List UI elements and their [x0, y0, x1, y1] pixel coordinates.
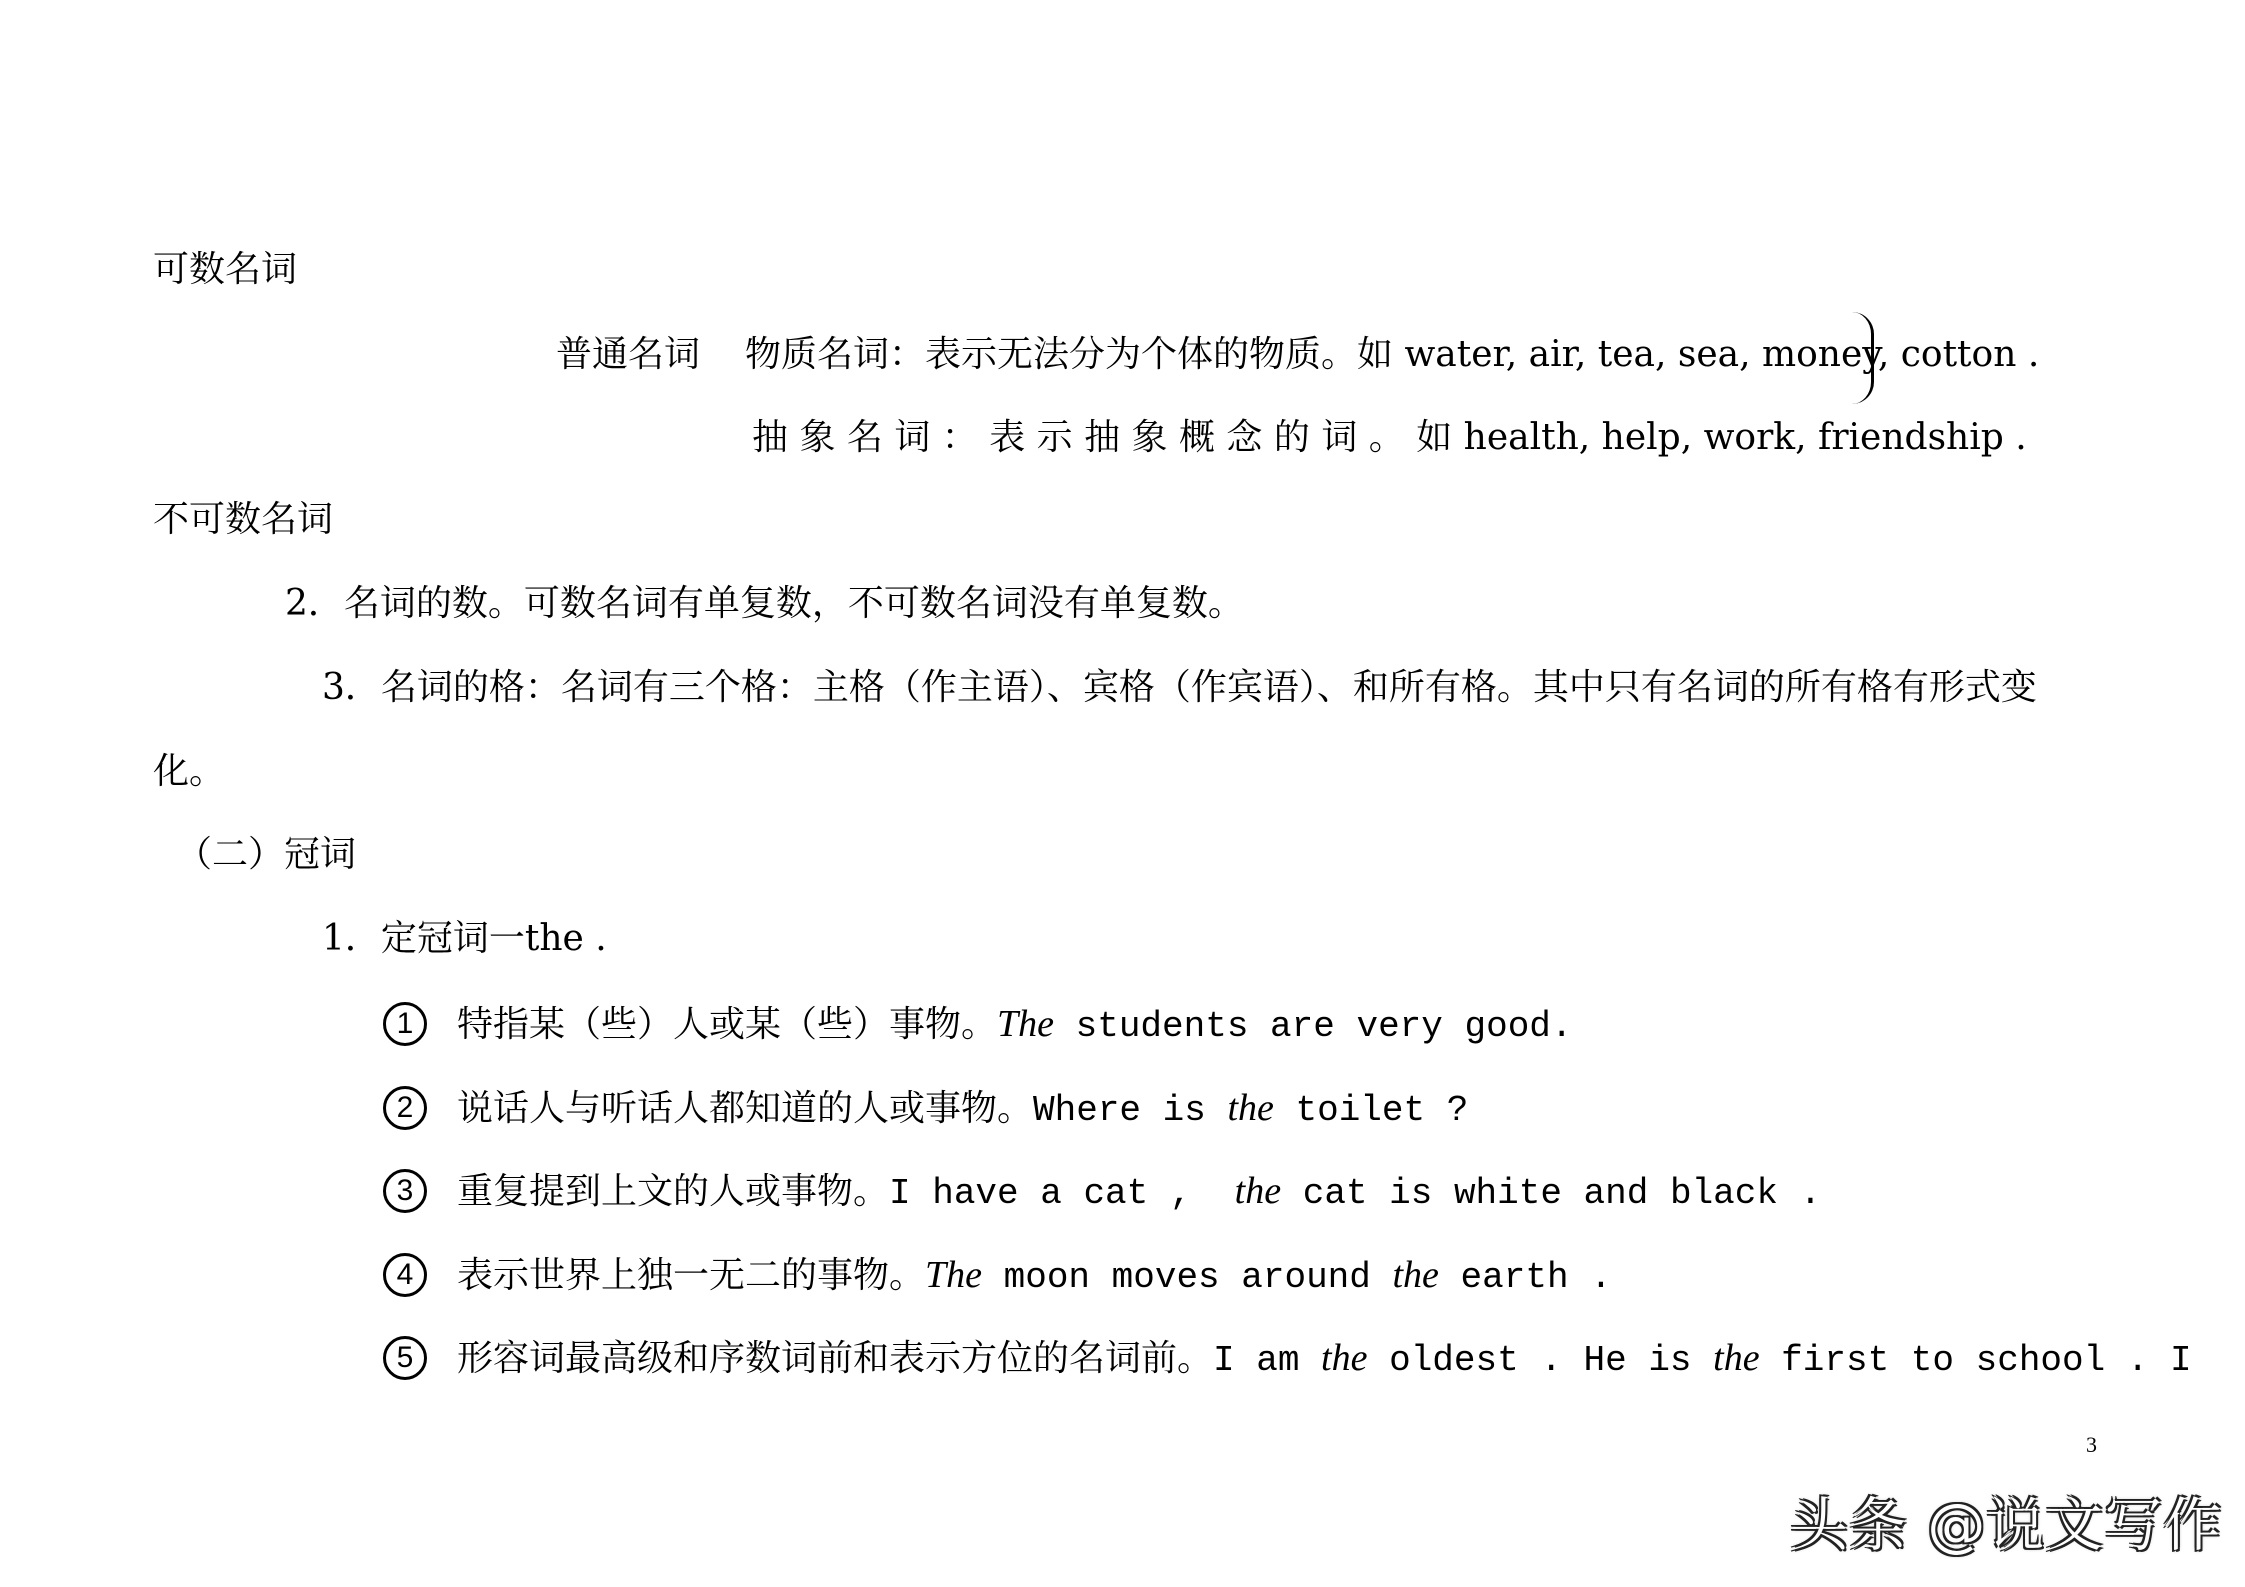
material-noun-line: 物质名词：表示无法分为个体的物质。如 water, air, tea, sea, money, cotton . — [745, 334, 2040, 375]
common-noun-label: 普通名词 — [556, 334, 701, 375]
rule-description: 形容词最高级和序数词前和表示方位的名词前。 — [457, 1338, 1214, 1379]
item-3-continuation: 化。 — [153, 751, 226, 792]
brace-symbol — [1845, 312, 1874, 404]
page-number: 3 — [2086, 1432, 2097, 1457]
example-sentence-text: I am — [1213, 1340, 1322, 1381]
rule-item-5 — [383, 1336, 2192, 1383]
rule-description: 重复提到上文的人或事物。 — [457, 1171, 890, 1212]
circled-number-1: 1 — [383, 1002, 427, 1046]
circled-number-5: 5 — [383, 1336, 427, 1380]
watermark: 头条 @说文写作 — [1790, 1491, 2223, 1559]
uncountable-noun-label: 不可数名词 — [153, 499, 334, 540]
example-article-italic: the — [1234, 1170, 1282, 1212]
example-sentence-text: I have a cat , — [889, 1173, 1235, 1214]
rule-description: 表示世界上独一无二的事物。 — [457, 1255, 926, 1296]
circled-number-2: 2 — [383, 1086, 427, 1130]
section-articles-heading: （二）冠词 — [176, 834, 357, 875]
rule-description: 特指某（些）人或某（些）事物。 — [457, 1004, 998, 1045]
example-article-italic: The — [997, 1003, 1055, 1045]
example-article-italic: the — [1713, 1337, 1760, 1379]
example-sentence-text: cat is white and black . — [1281, 1173, 1822, 1214]
rule-item-2 — [383, 1086, 1468, 1133]
example-sentence-text: toilet ? — [1273, 1090, 1469, 1131]
countable-noun-label: 可数名词 — [153, 249, 298, 290]
item-3-case-of-nouns: 3．名词的格：名词有三个格：主格（作主语）、宾格（作宾语）、和所有格。其中只有名词的所有格有形式变 — [322, 667, 2037, 708]
rule-description: 说话人与听话人都知道的人或事物。 — [457, 1088, 1034, 1129]
example-sentence-text: students are very good. — [1054, 1006, 1573, 1047]
item-2-number-of-nouns: 2．名词的数。可数名词有单复数，不可数名词没有单复数。 — [285, 583, 1244, 624]
rule-item-1 — [383, 1002, 1573, 1049]
definite-article-heading: 1．定冠词一the . — [322, 918, 607, 959]
rule-item-3 — [383, 1169, 1821, 1216]
abstract-noun-line: 抽 象 名 词 ： 表 示 抽 象 概 念 的 词 。 如 health, help, work, friendship . — [752, 417, 2027, 458]
example-article-italic: the — [1227, 1087, 1274, 1129]
example-sentence-text: earth . — [1438, 1257, 1612, 1298]
example-sentence-text: first to school . I — [1759, 1340, 2192, 1381]
circled-number-4: 4 — [383, 1253, 427, 1297]
example-sentence-text: oldest . He is — [1367, 1340, 1714, 1381]
circled-number-3: 3 — [383, 1169, 427, 1213]
example-sentence-text: Where is — [1033, 1090, 1228, 1131]
example-article-italic: The — [925, 1254, 983, 1296]
example-sentence-text: moon moves around — [982, 1257, 1393, 1298]
example-article-italic: the — [1321, 1337, 1368, 1379]
example-article-italic: the — [1392, 1254, 1439, 1296]
rule-item-4 — [383, 1253, 1612, 1300]
